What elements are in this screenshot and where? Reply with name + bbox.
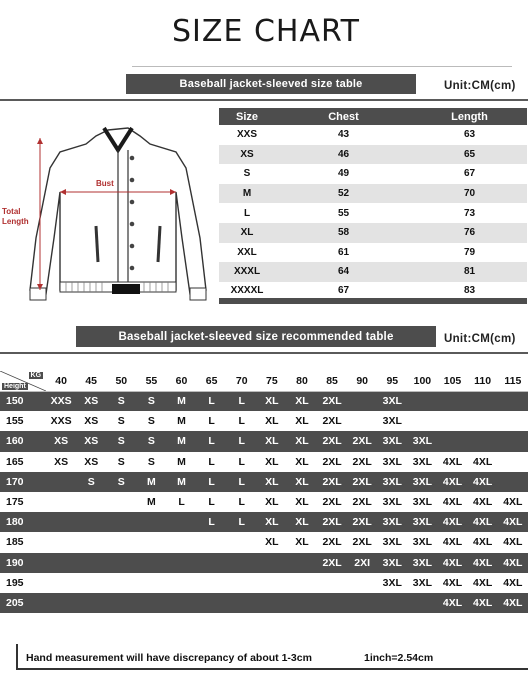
size-cell: XXXXL	[219, 282, 275, 302]
size-table-band: Baseball jacket-sleeved size table	[126, 74, 416, 94]
rec-size-cell: 4XL	[468, 593, 498, 613]
weight-header: 50	[106, 371, 136, 391]
rec-size-cell: XS	[46, 431, 76, 451]
rec-size-cell	[136, 573, 166, 593]
rec-size-cell: M	[166, 472, 196, 492]
rec-size-cell	[106, 593, 136, 613]
rec-size-cell: 2XL	[347, 512, 377, 532]
rec-size-cell	[257, 553, 287, 573]
jacket-diagram	[0, 118, 214, 308]
length-cell: 76	[412, 223, 527, 243]
rec-row	[0, 492, 528, 512]
rec-size-cell	[257, 573, 287, 593]
height-cell: 190	[0, 553, 46, 573]
rec-size-cell	[287, 573, 317, 593]
rec-row	[0, 553, 528, 573]
size-cell: XL	[219, 223, 275, 243]
rec-size-cell: 4XL	[437, 512, 467, 532]
rec-size-cell: 4XL	[498, 593, 528, 613]
rec-size-cell	[437, 431, 467, 451]
rec-size-cell	[197, 573, 227, 593]
rec-size-cell: M	[166, 391, 196, 411]
rec-size-cell: 3XL	[377, 472, 407, 492]
weight-header: 90	[347, 371, 377, 391]
length-cell: 73	[463, 207, 476, 219]
size-cell: XS	[219, 145, 275, 165]
chest-col-header: Chest	[275, 108, 412, 125]
rec-size-cell: XL	[257, 411, 287, 431]
jacket-cuff-right	[190, 288, 206, 300]
rec-size-cell: L	[227, 411, 257, 431]
rec-size-cell: L	[227, 452, 257, 472]
rec-size-cell: 4XL	[437, 573, 467, 593]
height-cell: 195	[0, 573, 46, 593]
rec-size-cell: 2XL	[317, 532, 347, 552]
rec-size-cell: 2XL	[317, 492, 347, 512]
rec-size-cell: 4XL	[468, 452, 498, 472]
rec-row	[0, 411, 528, 431]
rec-size-cell	[136, 512, 166, 532]
rec-size-cell	[347, 391, 377, 411]
weight-header: 85	[317, 371, 347, 391]
rec-size-cell: 3XL	[407, 573, 437, 593]
rec-size-cell	[106, 573, 136, 593]
rec-size-cell: M	[136, 472, 166, 492]
rec-size-cell: XL	[257, 431, 287, 451]
rec-divider	[0, 352, 528, 354]
rec-size-cell: 4XL	[498, 492, 528, 512]
rec-size-cell: M	[166, 411, 196, 431]
rec-size-cell: L	[197, 391, 227, 411]
rec-size-cell	[76, 492, 106, 512]
weight-header: 60	[166, 371, 196, 391]
bust-label: Bust	[96, 179, 114, 188]
rec-size-cell: 4XL	[437, 553, 467, 573]
height-cell: 150	[0, 391, 46, 411]
rec-size-cell: 3XL	[377, 411, 407, 431]
rec-size-cell	[76, 512, 106, 532]
rec-row	[0, 573, 528, 593]
height-cell: 155	[0, 411, 46, 431]
rec-size-cell: 3XL	[407, 431, 437, 451]
chest-cell: 61	[337, 246, 350, 258]
size-row	[219, 145, 527, 165]
length-label-2: Length	[2, 217, 29, 226]
rec-size-cell: L	[197, 472, 227, 492]
rec-size-cell: L	[197, 411, 227, 431]
rec-size-cell	[76, 593, 106, 613]
weight-header: 110	[468, 371, 498, 391]
height-cell: 185	[0, 532, 46, 552]
rec-size-cell: XL	[257, 452, 287, 472]
weight-header: 80	[287, 371, 317, 391]
size-table	[219, 108, 527, 304]
height-cell: 180	[0, 512, 46, 532]
length-cell: 67	[463, 168, 476, 180]
rec-size-cell	[287, 553, 317, 573]
rec-size-cell: 4XL	[468, 532, 498, 552]
rec-size-cell: XL	[287, 532, 317, 552]
rec-size-cell: S	[136, 452, 166, 472]
title-divider	[132, 66, 512, 67]
rec-size-cell: 4XL	[498, 512, 528, 532]
rec-size-cell	[136, 593, 166, 613]
rec-size-cell	[46, 492, 76, 512]
rec-size-cell: M	[166, 431, 196, 451]
rec-size-cell: 2XL	[317, 512, 347, 532]
rec-size-cell	[407, 411, 437, 431]
size-row	[219, 243, 527, 263]
rec-size-cell: XS	[76, 411, 106, 431]
rec-size-cell: 4XL	[468, 553, 498, 573]
chest-cell: 46	[275, 145, 412, 165]
rec-size-cell: 4XL	[498, 573, 528, 593]
rec-size-cell: 3XL	[377, 512, 407, 532]
rec-size-cell: S	[136, 431, 166, 451]
rec-size-cell: S	[106, 411, 136, 431]
rec-size-cell	[227, 532, 257, 552]
rec-size-cell	[106, 492, 136, 512]
size-cell: XXL	[237, 246, 257, 258]
rec-size-cell: 2XL	[347, 532, 377, 552]
rec-size-cell	[166, 532, 196, 552]
rec-size-cell: S	[136, 411, 166, 431]
size-row	[219, 282, 527, 302]
rec-size-cell: XL	[287, 391, 317, 411]
rec-size-cell: 3XL	[407, 472, 437, 492]
weight-header: 95	[377, 371, 407, 391]
rec-size-cell	[166, 593, 196, 613]
size-cell: L	[243, 207, 251, 219]
rec-size-cell: L	[166, 492, 196, 512]
weight-axis-label: KG	[30, 372, 42, 379]
rec-size-cell	[407, 391, 437, 411]
rec-size-cell: 3XL	[407, 512, 437, 532]
rec-size-cell	[407, 593, 437, 613]
rec-size-cell: 2XL	[317, 411, 347, 431]
rec-size-cell	[46, 593, 76, 613]
length-col-header: Length	[412, 108, 527, 125]
rec-size-cell: XXS	[46, 391, 76, 411]
height-cell: 160	[0, 431, 46, 451]
rec-size-cell	[287, 593, 317, 613]
rec-size-cell	[76, 573, 106, 593]
rec-size-cell: XS	[76, 452, 106, 472]
rec-row	[0, 532, 528, 552]
rec-size-cell: 2XL	[347, 452, 377, 472]
rec-size-cell	[136, 532, 166, 552]
chest-cell: 64	[275, 262, 412, 282]
rec-size-cell: S	[106, 431, 136, 451]
jacket-label-patch	[112, 284, 140, 294]
page-title: SIZE CHART	[172, 14, 360, 49]
rec-size-cell	[166, 573, 196, 593]
rec-size-cell: XS	[76, 431, 106, 451]
rec-size-cell	[317, 573, 347, 593]
rec-size-cell	[46, 512, 76, 532]
rec-size-cell: 4XL	[437, 472, 467, 492]
rec-row	[0, 512, 528, 532]
weight-header: 75	[257, 371, 287, 391]
rec-size-cell: 2XL	[347, 492, 377, 512]
rec-size-cell: 3XL	[377, 532, 407, 552]
rec-size-cell: S	[106, 391, 136, 411]
rec-size-cell	[166, 512, 196, 532]
rec-size-cell	[197, 593, 227, 613]
rec-row	[0, 431, 528, 451]
chest-cell: 67	[275, 282, 412, 302]
inch-conversion: 1inch=2.54cm	[364, 652, 434, 664]
rec-size-cell	[46, 532, 76, 552]
rec-size-cell: 2XL	[317, 553, 347, 573]
weight-header: 105	[437, 371, 467, 391]
rec-corner-cell	[0, 371, 46, 391]
weight-header: 70	[227, 371, 257, 391]
weight-header: 55	[136, 371, 166, 391]
rec-size-cell: L	[227, 431, 257, 451]
rec-size-cell	[227, 593, 257, 613]
rec-table-unit: Unit:CM(cm)	[444, 333, 516, 345]
rec-size-cell: 3XL	[377, 391, 407, 411]
rec-size-cell: 3XL	[377, 452, 407, 472]
footer-underline	[16, 668, 528, 670]
weight-header: 65	[197, 371, 227, 391]
rec-size-cell: XL	[257, 532, 287, 552]
rec-row	[0, 391, 528, 411]
rec-size-cell	[468, 411, 498, 431]
rec-size-cell	[136, 553, 166, 573]
rec-size-cell: 4XL	[468, 573, 498, 593]
size-col-header: Size	[219, 108, 275, 125]
chest-cell: 49	[337, 168, 350, 180]
rec-size-cell	[46, 553, 76, 573]
rec-row	[0, 472, 528, 492]
rec-table-band: Baseball jacket-sleeved size recommended table	[76, 326, 436, 347]
rec-size-cell	[106, 532, 136, 552]
footer-bracket	[16, 644, 18, 670]
rec-size-cell: XL	[287, 492, 317, 512]
rec-size-cell: 2XL	[347, 472, 377, 492]
rec-size-cell: XXS	[46, 411, 76, 431]
jacket-pocket-right	[158, 226, 160, 262]
rec-size-cell: XL	[287, 512, 317, 532]
rec-size-cell	[166, 553, 196, 573]
rec-size-cell	[106, 553, 136, 573]
rec-size-cell	[257, 593, 287, 613]
height-axis-label: Height	[4, 382, 26, 390]
length-cell: 79	[463, 246, 476, 258]
size-cell: XXS	[236, 129, 257, 141]
rec-size-cell: S	[106, 472, 136, 492]
size-row	[219, 125, 527, 145]
rec-size-cell	[498, 452, 528, 472]
weight-header: 40	[46, 371, 76, 391]
length-cell: 70	[412, 184, 527, 204]
rec-size-cell: XL	[287, 411, 317, 431]
rec-size-cell: 3XL	[407, 532, 437, 552]
rec-size-cell	[197, 532, 227, 552]
size-cell: M	[219, 184, 275, 204]
rec-size-cell	[498, 411, 528, 431]
rec-size-cell	[468, 431, 498, 451]
rec-size-cell: 4XL	[468, 492, 498, 512]
chest-cell: 58	[275, 223, 412, 243]
rec-size-cell: 4XL	[437, 452, 467, 472]
rec-size-cell: 2XL	[347, 431, 377, 451]
rec-size-cell: 4XL	[498, 532, 528, 552]
rec-size-cell	[437, 411, 467, 431]
rec-size-cell	[468, 391, 498, 411]
rec-size-cell	[498, 472, 528, 492]
rec-size-cell: 4XL	[437, 532, 467, 552]
size-row	[219, 164, 527, 184]
rec-size-cell: M	[166, 452, 196, 472]
rec-size-cell: 2XL	[317, 391, 347, 411]
rec-size-cell: 3XL	[377, 573, 407, 593]
rec-size-cell: XL	[257, 391, 287, 411]
rec-size-cell	[76, 532, 106, 552]
height-cell: 165	[0, 452, 46, 472]
rec-size-cell: 4XL	[468, 472, 498, 492]
size-row	[219, 223, 527, 243]
rec-size-cell	[46, 472, 76, 492]
rec-size-cell: S	[76, 472, 106, 492]
rec-size-cell	[197, 553, 227, 573]
length-cell: 81	[412, 262, 527, 282]
rec-size-cell: L	[197, 512, 227, 532]
rec-size-cell: L	[227, 472, 257, 492]
rec-row	[0, 593, 528, 613]
rec-size-cell: L	[227, 512, 257, 532]
size-cell: XXXL	[219, 262, 275, 282]
rec-size-cell: XL	[287, 452, 317, 472]
rec-size-cell	[498, 431, 528, 451]
rec-size-cell: XS	[46, 452, 76, 472]
jacket-pocket-left	[96, 226, 98, 262]
rec-size-cell	[498, 391, 528, 411]
length-cell: 63	[463, 129, 476, 141]
rec-size-cell: 4XL	[498, 553, 528, 573]
chest-cell: 55	[337, 207, 350, 219]
rec-size-cell: S	[136, 391, 166, 411]
rec-size-cell	[377, 593, 407, 613]
rec-size-cell: XL	[257, 472, 287, 492]
rec-size-cell: XL	[287, 431, 317, 451]
rec-size-cell	[76, 553, 106, 573]
height-cell: 170	[0, 472, 46, 492]
rec-size-cell: L	[227, 391, 257, 411]
rec-size-cell: XS	[76, 391, 106, 411]
rec-size-cell	[347, 573, 377, 593]
rec-size-cell: 3XL	[407, 492, 437, 512]
rec-size-cell	[317, 593, 347, 613]
rec-size-cell	[227, 553, 257, 573]
rec-size-cell	[46, 573, 76, 593]
rec-size-cell: 2XL	[317, 472, 347, 492]
recommendation-table	[0, 371, 528, 613]
rec-size-cell	[347, 411, 377, 431]
length-cell: 83	[412, 282, 527, 302]
rec-size-cell: 3XL	[377, 431, 407, 451]
rec-size-cell: XL	[257, 512, 287, 532]
rec-size-cell: 4XL	[468, 512, 498, 532]
weight-header: 115	[498, 371, 528, 391]
rec-size-cell: 3XL	[407, 553, 437, 573]
weight-header: 100	[407, 371, 437, 391]
rec-size-cell: M	[136, 492, 166, 512]
rec-size-cell: L	[227, 492, 257, 512]
size-table-unit: Unit:CM(cm)	[444, 80, 516, 92]
rec-size-cell: 3XL	[407, 452, 437, 472]
rec-size-cell: 3XL	[377, 492, 407, 512]
rec-size-cell: L	[197, 452, 227, 472]
rec-size-cell: 3XL	[377, 553, 407, 573]
rec-size-cell: XL	[287, 472, 317, 492]
rec-size-cell	[437, 391, 467, 411]
size-row	[219, 203, 527, 223]
rec-size-cell: L	[197, 492, 227, 512]
rec-size-cell	[106, 512, 136, 532]
rec-size-cell: S	[106, 452, 136, 472]
chest-cell: 43	[337, 129, 350, 141]
rec-size-cell: 2XI	[347, 553, 377, 573]
rec-size-cell	[347, 593, 377, 613]
height-cell: 205	[0, 593, 46, 613]
height-cell: 175	[0, 492, 46, 512]
section-divider	[0, 99, 528, 101]
rec-size-cell: 4XL	[437, 593, 467, 613]
weight-header: 45	[76, 371, 106, 391]
rec-size-cell: 2XL	[317, 452, 347, 472]
size-cell: S	[243, 168, 251, 180]
rec-size-cell: 4XL	[437, 492, 467, 512]
jacket-cuff-left	[30, 288, 46, 300]
measurement-note: Hand measurement will have discrepancy of about 1-3cm	[26, 652, 312, 664]
rec-row	[0, 452, 528, 472]
rec-size-cell	[227, 573, 257, 593]
length-cell: 65	[412, 145, 527, 165]
size-row	[219, 184, 527, 204]
length-label-1: Total	[2, 207, 21, 216]
rec-size-cell: L	[197, 431, 227, 451]
rec-size-cell: 2XL	[317, 431, 347, 451]
size-row	[219, 262, 527, 282]
rec-size-cell: XL	[257, 492, 287, 512]
chest-cell: 52	[275, 184, 412, 204]
